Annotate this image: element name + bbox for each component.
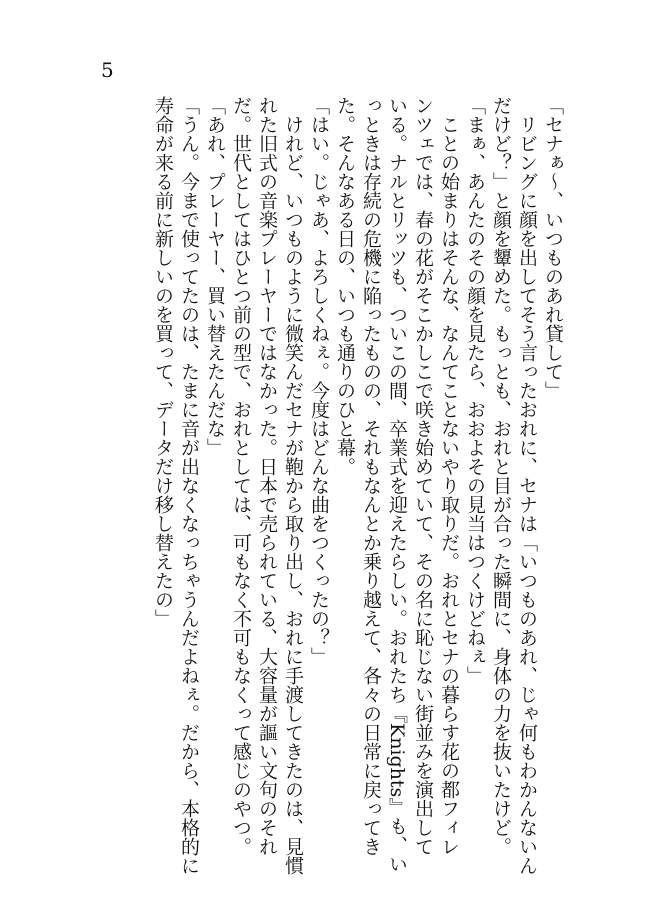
text-line: リビングに顔を出してそう言ったおれに、セナは「いつものあれ、じゃ何もわかんないん — [516, 96, 538, 875]
text-line: いる。ナルとリッツも、ついこの間、卒業式を迎えたらしい。おれたち『Knights』も、い — [386, 96, 408, 874]
text-line: ことの始まりはそんな、なんてことないやり取りだ。おれとセナの暮らす花の都フィレ — [438, 96, 460, 856]
text-line: 「はい。じゃあ、よろしくねぇ。今度はどんな曲をつくったの？」 — [308, 96, 330, 666]
text-line: だ。世代としてはひとつ前の型で、おれとしては、可もなく不可もなくって感じのやつ。 — [230, 96, 252, 856]
text-line: 「うん。今まで使ってたのは、たまに音が出なくなっちゃうんだよねぇ。だから、本格的に — [178, 96, 200, 875]
text-line: っときは存続の危機に陥ったものの、それもなんとか乗り越えて、各々の日常に戻ってき — [360, 96, 382, 856]
page-number: 5 — [101, 58, 114, 82]
text-line: 寿命が来る前に新しいのを買って、データだけ移し替えたの」 — [152, 96, 174, 628]
text-line: けれど、いつものように微笑んだセナが鞄から取り出し、おれに手渡してきたのは、見慣 — [282, 96, 304, 875]
vertical-body-text — [150, 96, 566, 875]
text-line: れた旧式の音楽プレーヤーではなかった。日本で売られている、大容量が謳い文句のそれ — [256, 96, 278, 856]
text-line: だけど？」と顔を顰めた。もっとも、おれと目が合った瞬間に、身体の力を抜いたけど。 — [490, 96, 512, 856]
text-line: た。そんなある日の、いつも通りのひと幕。 — [334, 96, 356, 476]
text-line: 「まぁ、あんたのその顔を見たら、おおよその見当はつくけどねぇ」 — [464, 96, 486, 685]
text-line: 「セナぁ〜、いつものあれ貸して」 — [542, 96, 564, 400]
text-line: 「あれ、プレーヤー、買い替えたんだな」 — [204, 96, 226, 457]
text-line: ンツェでは、春の花がそこかしこで咲き始めていて、その名に恥じない街並みを演出して — [412, 96, 434, 856]
